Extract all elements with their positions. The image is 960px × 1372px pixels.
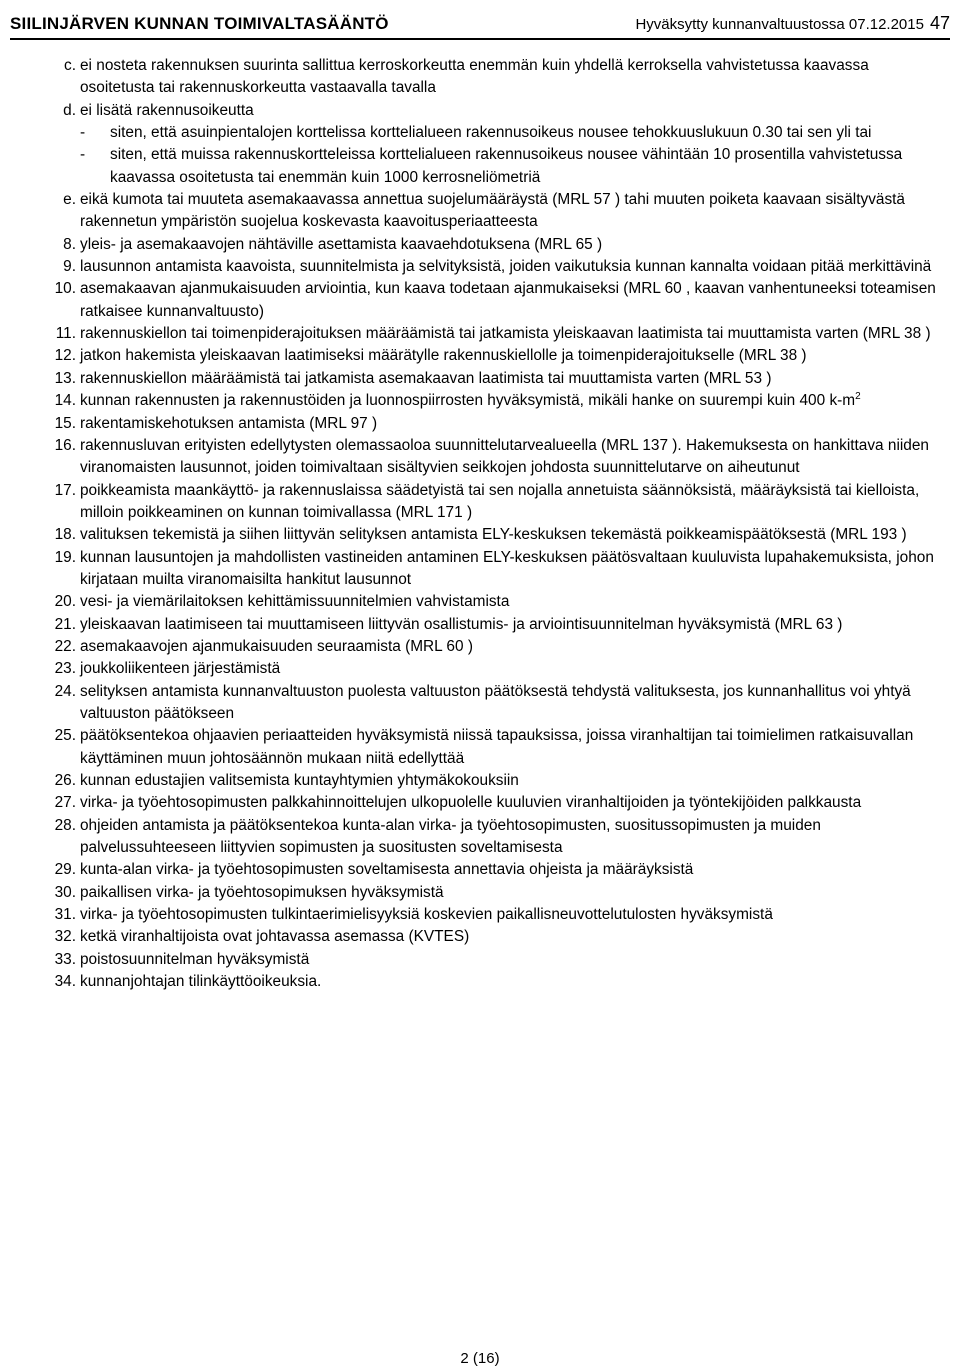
list-number: 8. — [63, 235, 76, 253]
list-item — [50, 345, 942, 367]
list-text: poistosuunnitelman hyväksymistä — [80, 950, 310, 968]
list-text: valituksen tekemistä ja siihen liittyvän selityksen antamista ELY-keskuksen tekemästä poikkeamispäätöksestä (MRL 193 ) — [80, 526, 907, 544]
list-number: 14. — [54, 392, 76, 410]
list-item — [50, 859, 942, 881]
list-text: asemakaavan ajanmukaisuuden arviointia, kun kaava todetaan ajanmukaiseksi (MRL 60 , kaavan vanhentuneeksi toteamisen ratkaisee kunnanvaltuusto) — [80, 280, 936, 320]
list-text: yleis- ja asemakaavojen nähtäville asettamista kaavaehdotuksena (MRL 65 ) — [80, 235, 603, 253]
list-item — [50, 323, 942, 345]
list-text: joukkoliikenteen järjestämistä — [80, 660, 281, 678]
list-item — [50, 547, 942, 592]
list-dash: - — [80, 124, 86, 142]
superscript: 2 — [855, 391, 861, 403]
list-text: paikallisen virka- ja työehtosopimuksen hyväksymistä — [80, 883, 444, 901]
list-text: siten, että asuinpientalojen korttelissa korttelialueen rakennusoikeus nousee tehokkuuslukuun 0.30 tai sen yli tai — [110, 124, 872, 142]
list-item — [50, 926, 942, 948]
list-number: 22. — [54, 637, 76, 655]
list-number: c. — [64, 57, 76, 74]
list-item — [50, 480, 942, 525]
page-header — [10, 0, 950, 40]
list-number: 30. — [54, 883, 76, 901]
list-text: lausunnon antamista kaavoista, suunnitelmista ja selvityksistä, joiden vaikutuksia kunnan kannalta voidaan pitää merkittävinä — [80, 258, 932, 276]
list-subitem — [50, 122, 942, 144]
list-number: 31. — [54, 906, 76, 924]
list-item — [50, 100, 942, 122]
list-text: virka- ja työehtosopimusten tulkintaerimielisyyksiä koskevien paikallisneuvottelutulosten hyväksymistä — [80, 906, 773, 924]
list-item — [50, 882, 942, 904]
list-text: kunnan lausuntojen ja mahdollisten vastineiden antaminen ELY-keskuksen päätösvaltaan kuuluvista lupahakemuksista, johon kirjataan muilta viranomaisilta hankitut lausunnot — [80, 548, 934, 588]
list-text: kunnanjohtajan tilinkäyttöoikeuksia. — [80, 973, 322, 991]
list-item — [50, 591, 942, 613]
list-number: 29. — [54, 861, 76, 879]
list-number: 25. — [54, 727, 76, 745]
approval-text: Hyväksytty kunnanvaltuustossa 07.12.2015 — [635, 16, 924, 33]
list-item — [50, 792, 942, 814]
list-text: siten, että muissa rakennuskortteleissa korttelialueen rakennusoikeus nousee vähintään 10 prosentilla vahvistetussa kaavassa osoitetusta tai enemmän kuin 1000 kerrosneliömetriä — [110, 146, 903, 186]
approval-note — [635, 13, 950, 34]
list-text: virka- ja työehtosopimusten palkkahinnoittelujen ulkopuolelle kuuluvien viranhaltijoiden ja työntekijöiden palkkausta — [80, 794, 862, 812]
list-number: 15. — [54, 414, 76, 432]
list-text: vesi- ja viemärilaitoksen kehittämissuunnitelmien vahvistamista — [80, 593, 510, 611]
list-number: 20. — [54, 593, 76, 611]
list-number: e. — [63, 191, 76, 209]
list-item — [50, 658, 942, 680]
list-text: kunta-alan virka- ja työehtosopimusten soveltamisesta annettavia ohjeista ja määräyksistä — [80, 861, 694, 879]
list-item — [50, 971, 942, 993]
list-item — [50, 524, 942, 546]
list-text: ohjeiden antamista ja päätöksentekoa kunta-alan virka- ja työehtosopimusten, suositussopimusten ja muiden palvelussuhteeseen liittyvien sopimusten ja suositusten soveltamisesta — [80, 816, 821, 857]
list-number: 23. — [54, 660, 76, 678]
list-text: rakennuskiellon tai toimenpiderajoituksen määräämistä tai jatkamista yleiskaavan laatimista tai muuttamista varten (MRL 38 ) — [80, 325, 931, 343]
list-number: d. — [63, 101, 76, 119]
list-number: 26. — [54, 772, 76, 789]
list-number: 16. — [54, 436, 76, 454]
list-number: 17. — [54, 481, 76, 499]
list-number: 33. — [54, 950, 76, 968]
list-item — [50, 390, 942, 412]
list-number: 13. — [54, 369, 76, 387]
list-item — [50, 614, 942, 636]
list-number: 10. — [54, 280, 76, 298]
list-number: 34. — [54, 973, 76, 991]
page-number: 47 — [929, 13, 950, 33]
document-title: SIILINJÄRVEN KUNNAN TOIMIVALTASÄÄNTÖ — [10, 14, 389, 33]
list-item — [50, 949, 942, 971]
list-number: 24. — [54, 682, 76, 700]
list-item — [50, 413, 942, 435]
list-item — [50, 234, 942, 256]
list-text: ketkä viranhaltijoista ovat johtavassa asemassa (KVTES) — [80, 928, 470, 946]
list-text: päätöksentekoa ohjaavien periaatteiden hyväksymistä niissä tapauksissa, joissa viranhaltijan tai toimielimen ratkaisuvallan käyttäminen muun johtosäännön mukaan niitä edellyttää — [80, 727, 914, 767]
list-number: 21. — [54, 615, 76, 633]
page-footer: 2 (16) — [460, 1350, 500, 1367]
list-number: 28. — [54, 816, 76, 834]
list-item — [50, 189, 942, 234]
list-item — [50, 368, 942, 390]
list-number: 12. — [54, 347, 76, 365]
list-number: 32. — [54, 928, 76, 946]
list-item — [50, 256, 942, 278]
list-item — [50, 770, 942, 792]
list-text: kunnan rakennusten ja rakennustöiden ja luonnospiirrosten hyväksymistä, mikäli hanke on suurempi kuin 400 k-m — [80, 392, 856, 410]
list-item — [50, 904, 942, 926]
list-text: rakennuskiellon määräämistä tai jatkamista asemakaavan laatimista tai muuttamista varten (MRL 53 ) — [80, 369, 772, 387]
list-item — [50, 636, 942, 658]
list-text: selityksen antamista kunnanvaltuuston puolesta valtuuston päätöksestä tehdystä valituksesta, jos kunnanhallitus voi yhtyä valtuuston päätökseen — [80, 682, 911, 722]
list-number: 27. — [54, 794, 76, 812]
list-item — [50, 681, 942, 726]
list-item — [50, 725, 942, 770]
list-text: asemakaavojen ajanmukaisuuden seuraamista (MRL 60 ) — [80, 637, 473, 655]
list-subitem — [50, 144, 942, 189]
list-number: 18. — [54, 526, 76, 544]
list-text: rakennusluvan erityisten edellytysten olemassaoloa suunnittelutarvealueella (MRL 137 ). Hakemuksesta on hankittava niiden viranomaisten lausunnot, joiden toimivaltaan sisältyvien seikkojen johdosta suunnittelutarve on aiheutunut — [80, 436, 929, 477]
list-number: 11. — [55, 325, 76, 343]
list-text: eikä kumota tai muuteta asemakaavassa annettua suojelumääräystä (MRL 57 ) tahi muuten poiketa kaavaan sisältyvästä rakennetun ympäristön suojelua koskevasta kaavoitusperiaatteesta — [80, 191, 905, 231]
list-dash: - — [80, 146, 86, 164]
list-item — [50, 815, 942, 860]
list-item — [50, 55, 942, 100]
list-text: yleiskaavan laatimiseen tai muuttamiseen liittyvän osallistumis- ja arviointisuunnitelman hyväksymistä (MRL 63 ) — [80, 615, 843, 633]
list-item — [50, 278, 942, 323]
list-text: ei lisätä rakennusoikeutta — [80, 101, 254, 119]
list-number: 19. — [54, 548, 76, 566]
list-text: jatkon hakemista yleiskaavan laatimiseksi määrätylle rakennuskiellolle ja toimenpiderajoitukselle (MRL 38 ) — [80, 347, 807, 365]
document-body — [50, 55, 942, 993]
list-text: kunnan edustajien valitsemista kuntayhtymien yhtymäkokouksiin — [80, 772, 519, 789]
list-text: poikkeamista maankäyttö- ja rakennuslaissa säädetyistä tai sen nojalla annetuista säännöksistä, määräyksistä tai kielloista, milloin poikkeaminen on kunnan toimivallassa (MRL 171 ) — [80, 481, 920, 521]
list-text: rakentamiskehotuksen antamista (MRL 97 ) — [80, 414, 378, 432]
list-item — [50, 435, 942, 480]
list-text: ei nosteta rakennuksen suurinta sallittua kerroskorkeutta enemmän kuin yhdellä kerroksella vahvistetussa kaavassa osoitetusta tai rakennuskorkeutta vastaavalla tavalla — [80, 57, 869, 97]
list-number: 9. — [63, 258, 76, 276]
